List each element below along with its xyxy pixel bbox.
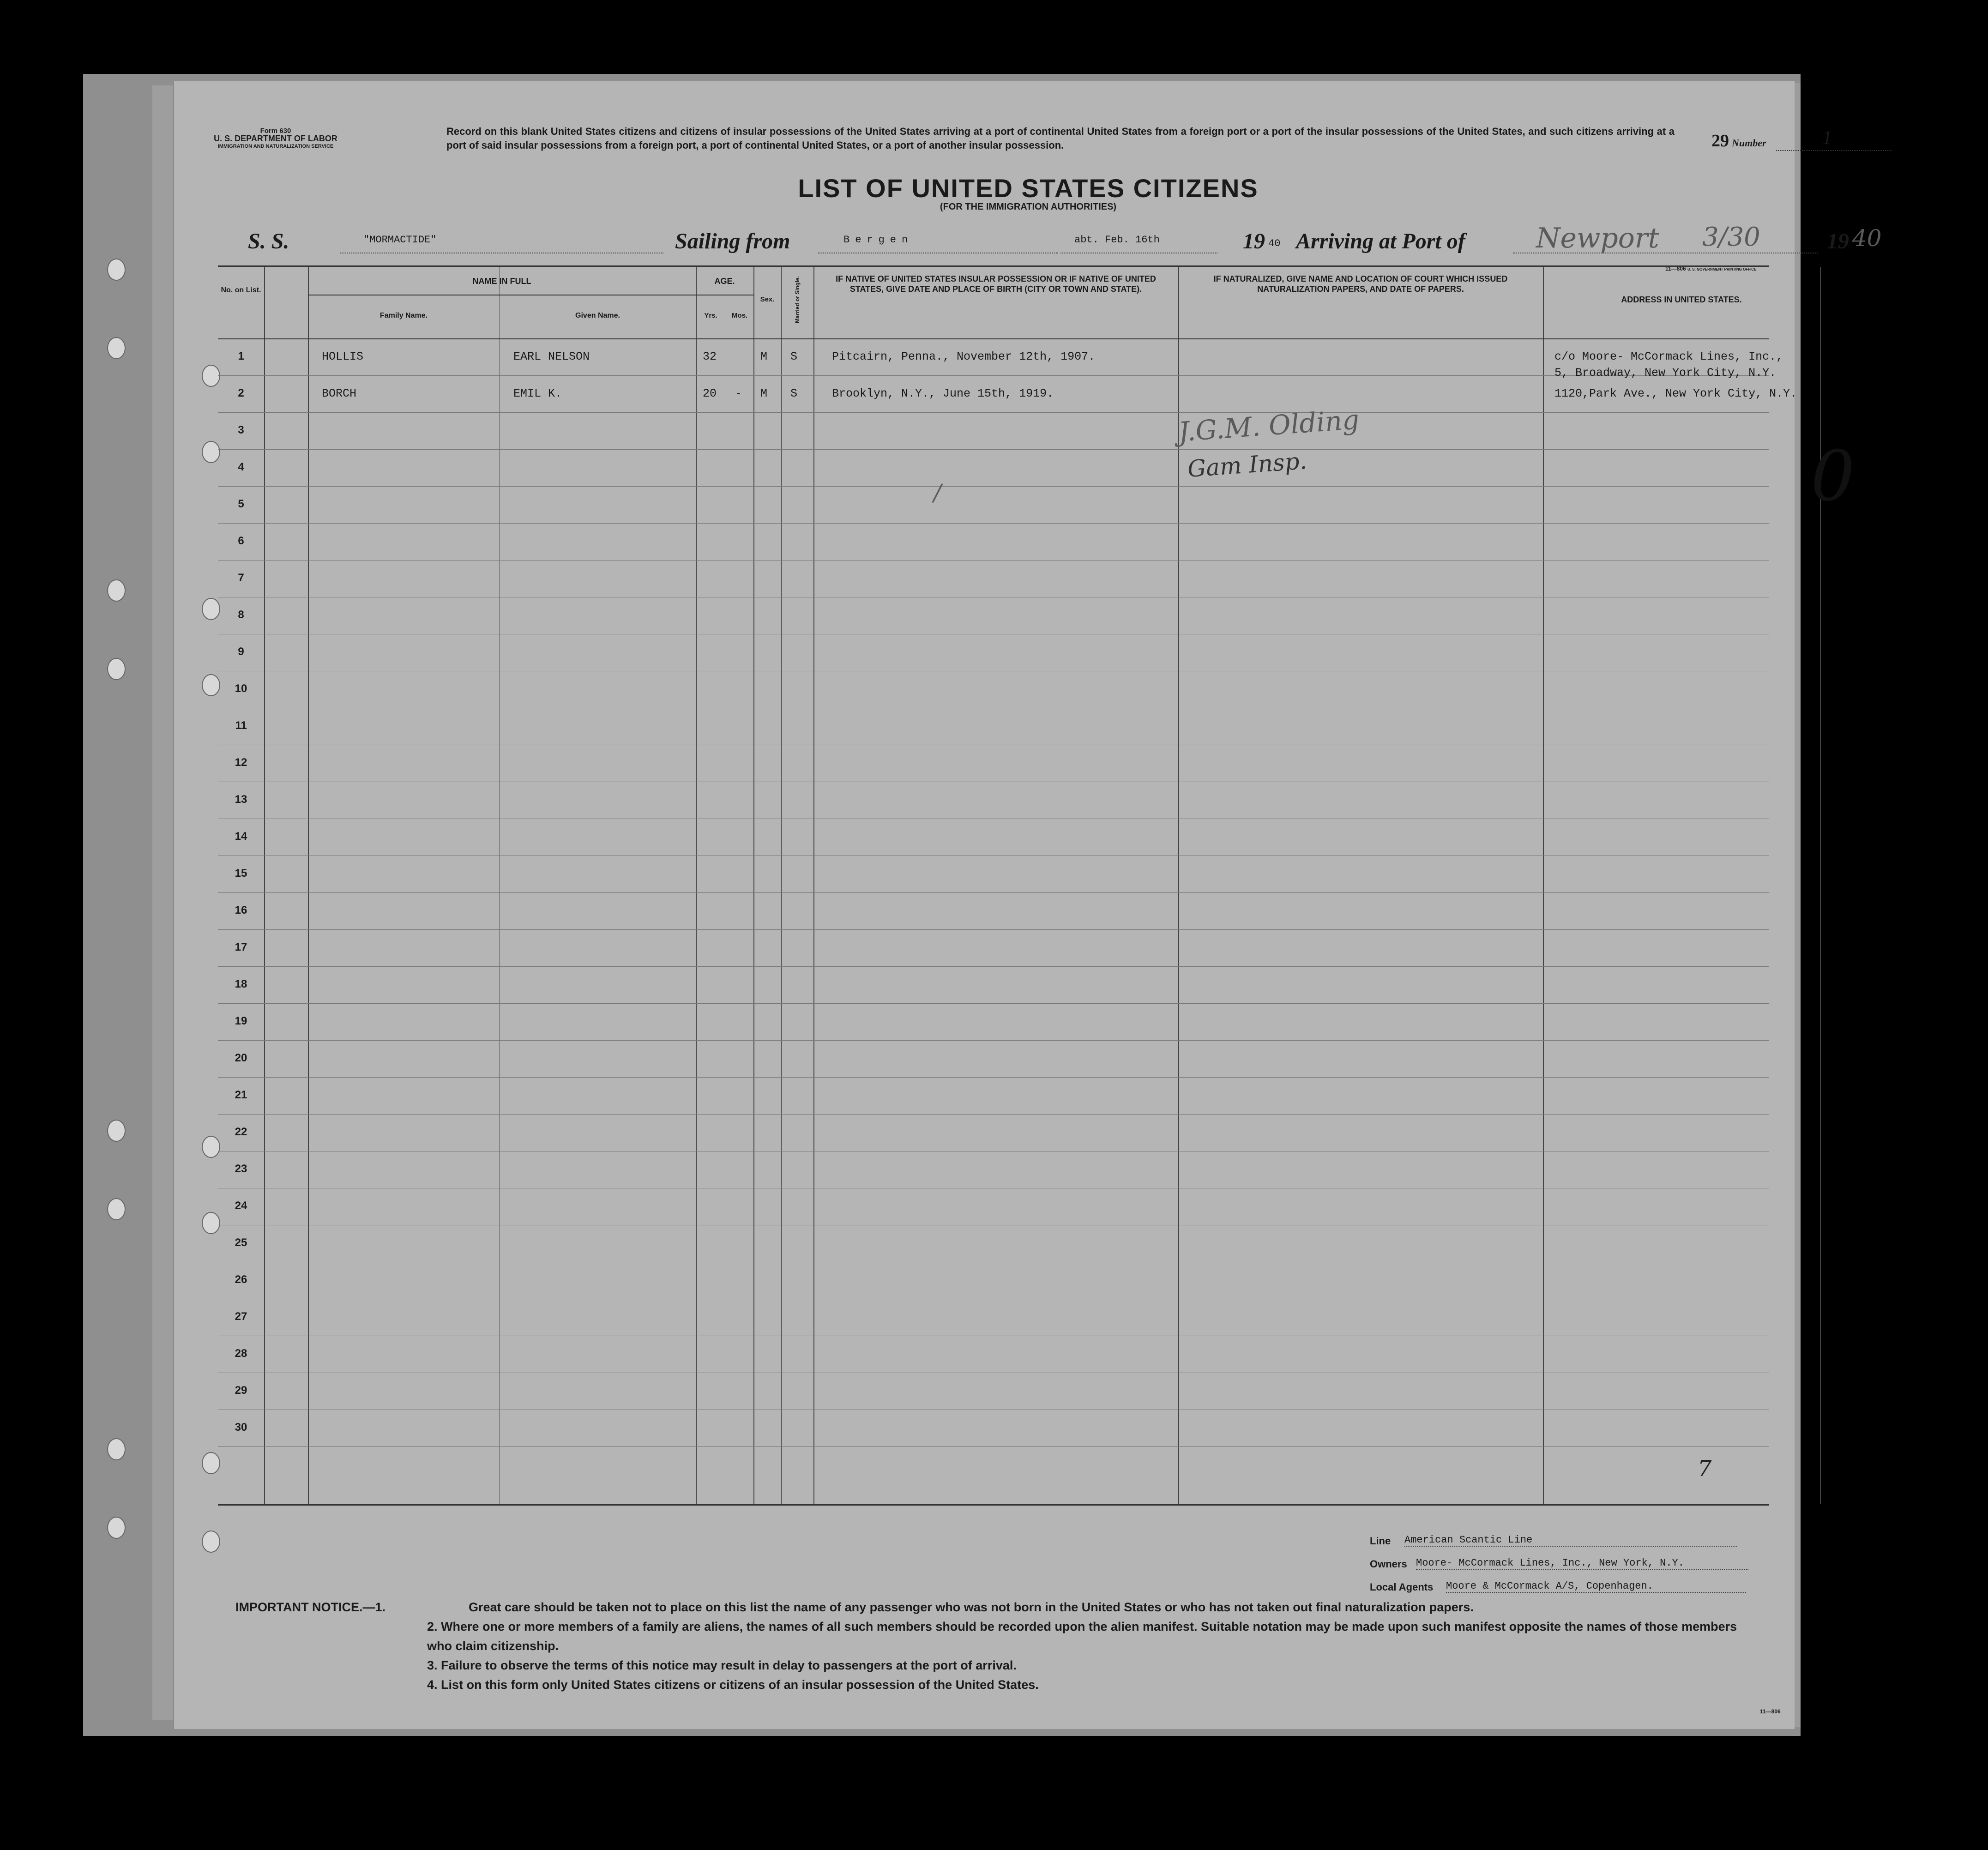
- number-value: 1: [1822, 127, 1832, 149]
- bottom-form-code: 11—806: [1760, 1708, 1781, 1715]
- row-number: 16: [235, 904, 247, 916]
- arriving-port: Newport: [1536, 222, 1659, 254]
- family-name: HOLLIS: [322, 350, 364, 363]
- row-divider: [218, 375, 1769, 376]
- notice-item-2: 2. Where one or more members of a family are aliens, the names of all such members should be recorded upon the alien manifest. Suitable notation may be made upon such manifest opposite the names of those members who claim citizenship.: [427, 1620, 1737, 1653]
- header-yrs: Yrs.: [704, 312, 717, 319]
- birth-place-date: Brooklyn, N.Y., June 15th, 1919.: [832, 387, 1054, 400]
- punch-hole: [107, 579, 126, 602]
- row-number: 10: [235, 682, 247, 695]
- year2-prefix: 19: [1827, 229, 1849, 253]
- service-name: IMMIGRATION AND NATURALIZATION SERVICE: [217, 144, 334, 149]
- header-family-name: Family Name.: [380, 312, 428, 319]
- row-divider: [218, 412, 1769, 413]
- arriving-label: Arriving at Port of: [1296, 229, 1465, 253]
- owners-value: Moore- McCormack Lines, Inc., New York, N.Y.: [1416, 1557, 1748, 1570]
- punch-hole: [107, 1120, 126, 1142]
- inspector-signature: J.G.M. Olding: [1177, 404, 1361, 448]
- voyage-line: [248, 222, 1882, 261]
- row-divider: [218, 1114, 1769, 1115]
- year1-prefix: 19: [1243, 229, 1265, 253]
- punch-hole: [202, 1212, 220, 1234]
- margin-mark: 0: [1811, 436, 1855, 517]
- sailing-from: Bergen: [843, 234, 914, 246]
- corner-mark: 7: [1698, 1456, 1712, 1482]
- top-form-code: 11—806 U. S. GOVERNMENT PRINTING OFFICE: [1665, 265, 1757, 272]
- punch-hole: [202, 441, 220, 463]
- notice-heading: IMPORTANT NOTICE.—1.: [235, 1600, 386, 1614]
- birth-place-date: Pitcairn, Penna., November 12th, 1907.: [832, 350, 1096, 363]
- punch-hole: [107, 259, 126, 281]
- department-name: U. S. DEPARTMENT OF LABOR: [214, 134, 337, 143]
- sex: M: [760, 350, 768, 363]
- owners-label: Owners: [1370, 1558, 1407, 1570]
- row-number: 24: [235, 1199, 247, 1212]
- family-name: BORCH: [322, 387, 357, 400]
- form-instructions: Record on this blank United States citizens and citizens of insular possessions of the United States arriving at a port of continental United States from a foreign port or a port of the insular possessions of the United States, and such citizens arriving at a port of said insular possessions from a foreign port, a port of continental United States, or a port of another insular possession.: [446, 126, 1675, 151]
- number-prefix: 29: [1711, 131, 1729, 151]
- punch-hole: [107, 1517, 126, 1539]
- header-mos: Mos.: [731, 312, 748, 319]
- punch-hole: [107, 1198, 126, 1220]
- row-divider: [218, 966, 1769, 967]
- row-number: 5: [238, 498, 244, 510]
- header-name-in-full: NAME IN FULL: [472, 277, 531, 286]
- row-number: 29: [235, 1384, 247, 1397]
- page-subtitle: (FOR THE IMMIGRATION AUTHORITIES): [940, 202, 1117, 212]
- age-years: 20: [703, 387, 717, 400]
- header-native: IF NATIVE OF UNITED STATES INSULAR POSSESSION OR IF NATIVE OF UNITED STATES, GIVE DATE AND PLACE OF BIRTH (CITY OR TOWN AND STATE).: [836, 274, 1156, 294]
- header-sex: Sex.: [760, 295, 775, 303]
- number-label: Number: [1732, 137, 1766, 149]
- ss-label: S. S.: [248, 229, 289, 253]
- notice-item-4: 4. List on this form only United States citizens or citizens of an insular possession of the United States.: [427, 1678, 1039, 1692]
- ship-name: "MORMACTIDE": [363, 234, 437, 246]
- year2-suffix: 40: [1852, 225, 1882, 252]
- header-married-single: Married or Single.: [794, 276, 801, 323]
- row-number: 22: [235, 1126, 247, 1138]
- line-label: Line: [1370, 1535, 1391, 1547]
- row-number: 28: [235, 1347, 247, 1360]
- punch-hole: [202, 365, 220, 387]
- sailing-date: abt. Feb. 16th: [1074, 234, 1160, 246]
- punch-hole: [107, 658, 126, 680]
- row-number: 9: [238, 645, 244, 658]
- row-number: 26: [235, 1273, 247, 1286]
- punch-hole: [202, 1531, 220, 1553]
- row-number: 27: [235, 1310, 247, 1323]
- row-number: 15: [235, 867, 247, 880]
- marital-status: S: [790, 387, 798, 400]
- row-number: 23: [235, 1163, 247, 1175]
- row-number: 11: [235, 719, 247, 732]
- agents-label: Local Agents: [1370, 1581, 1434, 1593]
- row-number: 2: [238, 387, 244, 399]
- header-address: ADDRESS IN UNITED STATES.: [1621, 295, 1742, 304]
- notice-item-3: 3. Failure to observe the terms of this notice may result in delay to passengers at the port of arrival.: [427, 1658, 1017, 1672]
- row-divider: [218, 1040, 1769, 1041]
- row-number: 3: [238, 424, 244, 436]
- agents-value: Moore & McCormack A/S, Copenhagen.: [1446, 1580, 1746, 1593]
- punch-hole: [107, 1438, 126, 1460]
- row-divider: [218, 1077, 1769, 1078]
- row-number: 30: [235, 1421, 247, 1434]
- sex: M: [760, 387, 768, 400]
- arriving-date: 3/30: [1702, 222, 1760, 252]
- row-number: 17: [235, 941, 247, 953]
- row-divider: [218, 449, 1769, 450]
- punch-hole: [202, 674, 220, 696]
- row-divider: [218, 523, 1769, 524]
- manifest-page: [173, 81, 1882, 1729]
- row-number: 13: [235, 793, 247, 806]
- sailing-label: Sailing from: [675, 229, 790, 253]
- punch-hole: [202, 1452, 220, 1474]
- header-given-name: Given Name.: [575, 312, 620, 319]
- row-number: 4: [238, 461, 244, 473]
- address-line-1: c/o Moore- McCormack Lines, Inc.,: [1554, 350, 1783, 363]
- row-number: 21: [235, 1089, 247, 1101]
- row-divider: [218, 1446, 1769, 1447]
- row-divider: [218, 486, 1769, 487]
- header-age: AGE.: [714, 277, 735, 286]
- punch-hole: [107, 337, 126, 359]
- check-mark: /: [934, 479, 941, 506]
- row-divider: [218, 1003, 1769, 1004]
- citizens-table: [218, 265, 1797, 1506]
- form-number: Form 630: [260, 127, 291, 135]
- age-years: 32: [703, 350, 717, 363]
- row-divider: [218, 892, 1769, 893]
- page-title: LIST OF UNITED STATES CITIZENS: [798, 174, 1259, 203]
- row-number: 18: [235, 978, 247, 990]
- row-number: 1: [238, 350, 244, 362]
- year1-suffix: 40: [1268, 238, 1281, 249]
- inspector-title: Gam Insp.: [1187, 447, 1308, 482]
- department-header: [206, 127, 345, 151]
- marital-status: S: [790, 350, 798, 363]
- row-number: 20: [235, 1052, 247, 1064]
- row-number: 14: [235, 830, 247, 843]
- notice-item-1: Great care should be taken not to place on this list the name of any passenger who was not born in the United States or who has not taken out final naturalization papers.: [469, 1600, 1474, 1614]
- list-number: [1711, 127, 1892, 154]
- given-name: EARL NELSON: [513, 350, 590, 363]
- header-no-on-list: No. on List.: [221, 286, 261, 294]
- row-number: 6: [238, 535, 244, 547]
- line-value: American Scantic Line: [1404, 1534, 1737, 1547]
- header-naturalized: IF NATURALIZED, GIVE NAME AND LOCATION OF COURT WHICH ISSUED NATURALIZATION PAPERS, AND DATE OF PAPERS.: [1213, 274, 1508, 294]
- row-number: 19: [235, 1015, 247, 1027]
- address-line-2: 5, Broadway, New York City, N.Y.: [1554, 366, 1777, 380]
- row-number: 7: [238, 572, 244, 584]
- row-number: 25: [235, 1236, 247, 1249]
- row-divider: [218, 929, 1769, 930]
- row-number: 8: [238, 609, 244, 621]
- punch-hole: [202, 598, 220, 620]
- row-number: 12: [235, 756, 247, 769]
- given-name: EMIL K.: [513, 387, 562, 400]
- punch-hole: [202, 1136, 220, 1158]
- age-months: -: [735, 387, 742, 400]
- address-line-1: 1120,Park Ave., New York City, N.Y.: [1554, 387, 1797, 400]
- number-line: [1776, 150, 1892, 151]
